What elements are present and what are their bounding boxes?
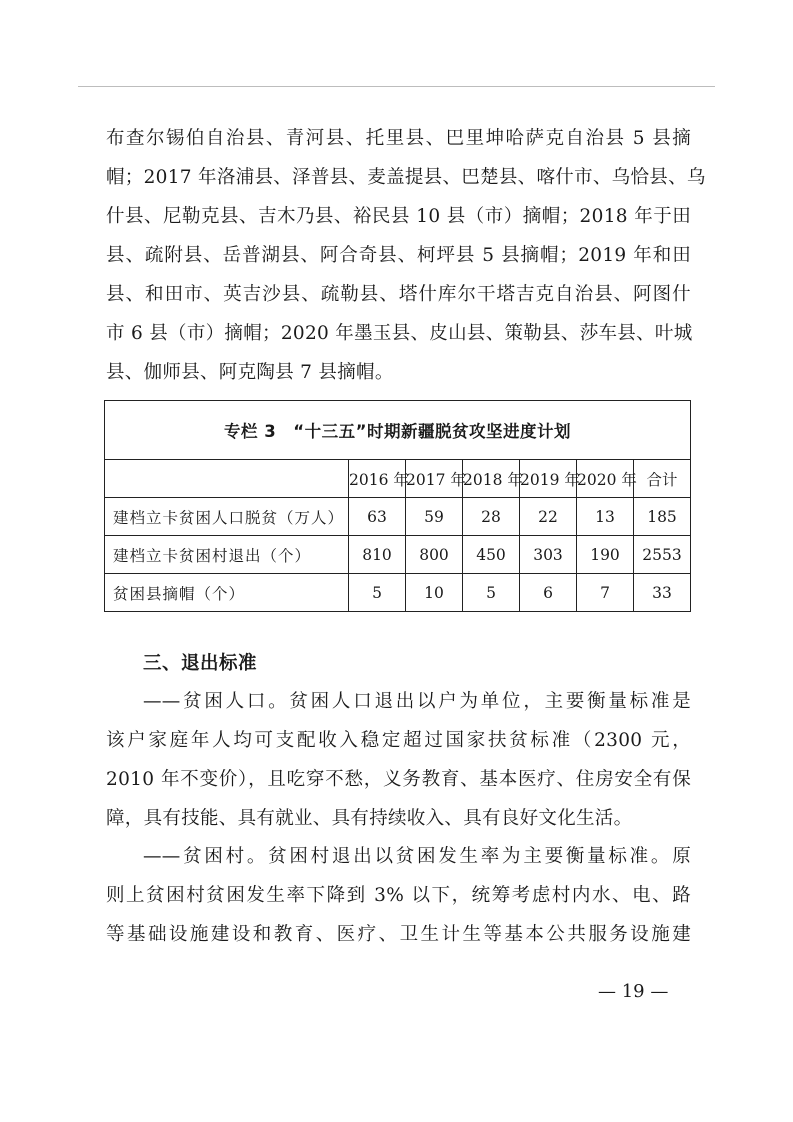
table-cell: 7 <box>577 574 634 612</box>
text-line: 则上贫困村贫困发生率下降到 3% 以下，统筹考虑村内水、电、路 <box>106 885 691 906</box>
table-row-label: 建档立卡贫困人口脱贫（万人） <box>105 498 349 536</box>
text-line: 县、和田市、英吉沙县、疏勒县、塔什库尔干塔吉克自治县、阿图什 <box>106 284 691 305</box>
table-header-cell: 2016 年 <box>349 460 406 498</box>
table-cell: 800 <box>406 536 463 574</box>
table-header-cell: 2020 年 <box>577 460 634 498</box>
table-header-row <box>105 460 691 498</box>
table-cell: 6 <box>520 574 577 612</box>
text-line: ——贫困人口。贫困人口退出以户为单位，主要衡量标准是 <box>143 691 691 712</box>
text-line: ——贫困村。贫困村退出以贫困发生率为主要衡量标准。原 <box>143 846 691 867</box>
table-header-cell <box>105 460 349 498</box>
section-heading: 三、退出标准 <box>143 653 258 674</box>
table-cell: 63 <box>349 498 406 536</box>
text-line: 障，具有技能、具有就业、具有持续收入、具有良好文化生活。 <box>106 808 633 829</box>
table-row-label: 建档立卡贫困村退出（个） <box>105 536 349 574</box>
table-cell: 59 <box>406 498 463 536</box>
table-row <box>105 536 691 574</box>
table-row <box>105 498 691 536</box>
table-header-cell: 合计 <box>634 460 691 498</box>
table-cell: 450 <box>463 536 520 574</box>
table-cell: 185 <box>634 498 691 536</box>
table-cell: 2553 <box>634 536 691 574</box>
table-cell: 33 <box>634 574 691 612</box>
text-line: 等基础设施建设和教育、医疗、卫生计生等基本公共服务设施建 <box>106 924 691 945</box>
table-cell: 28 <box>463 498 520 536</box>
table-cell: 5 <box>349 574 406 612</box>
text-line: 什县、尼勒克县、吉木乃县、裕民县 10 县（市）摘帽；2018 年于田 <box>106 206 691 227</box>
text-line: 该户家庭年人均可支配收入稳定超过国家扶贫标准（2300 元， <box>106 730 691 751</box>
table-cell: 303 <box>520 536 577 574</box>
header-rule <box>78 86 715 87</box>
table-cell: 10 <box>406 574 463 612</box>
text-line: 市 6 县（市）摘帽；2020 年墨玉县、皮山县、策勒县、莎车县、叶城 <box>106 323 693 344</box>
table-cell: 5 <box>463 574 520 612</box>
table-title: 专栏 3 “十三五”时期新疆脱贫攻坚进度计划 <box>105 401 691 460</box>
table-header-cell: 2019 年 <box>520 460 577 498</box>
table-cell: 190 <box>577 536 634 574</box>
progress-plan-table <box>104 400 691 612</box>
table-header-cell: 2017 年 <box>406 460 463 498</box>
text-line: 县、疏附县、岳普湖县、阿合奇县、柯坪县 5 县摘帽；2019 年和田 <box>106 245 691 266</box>
table-row <box>105 574 691 612</box>
table-header-cell: 2018 年 <box>463 460 520 498</box>
text-line: 2010 年不变价），且吃穿不愁，义务教育、基本医疗、住房安全有保 <box>106 769 691 790</box>
text-line: 帽；2017 年洛浦县、泽普县、麦盖提县、巴楚县、喀什市、乌恰县、乌 <box>106 167 706 188</box>
page-number: — 19 — <box>598 981 669 1002</box>
text-line: 县、伽师县、阿克陶县 7 县摘帽。 <box>106 362 394 383</box>
table-row-label: 贫困县摘帽（个） <box>105 574 349 612</box>
table-cell: 810 <box>349 536 406 574</box>
table-cell: 22 <box>520 498 577 536</box>
text-line: 布查尔锡伯自治县、青河县、托里县、巴里坤哈萨克自治县 5 县摘 <box>106 128 691 149</box>
table-cell: 13 <box>577 498 634 536</box>
